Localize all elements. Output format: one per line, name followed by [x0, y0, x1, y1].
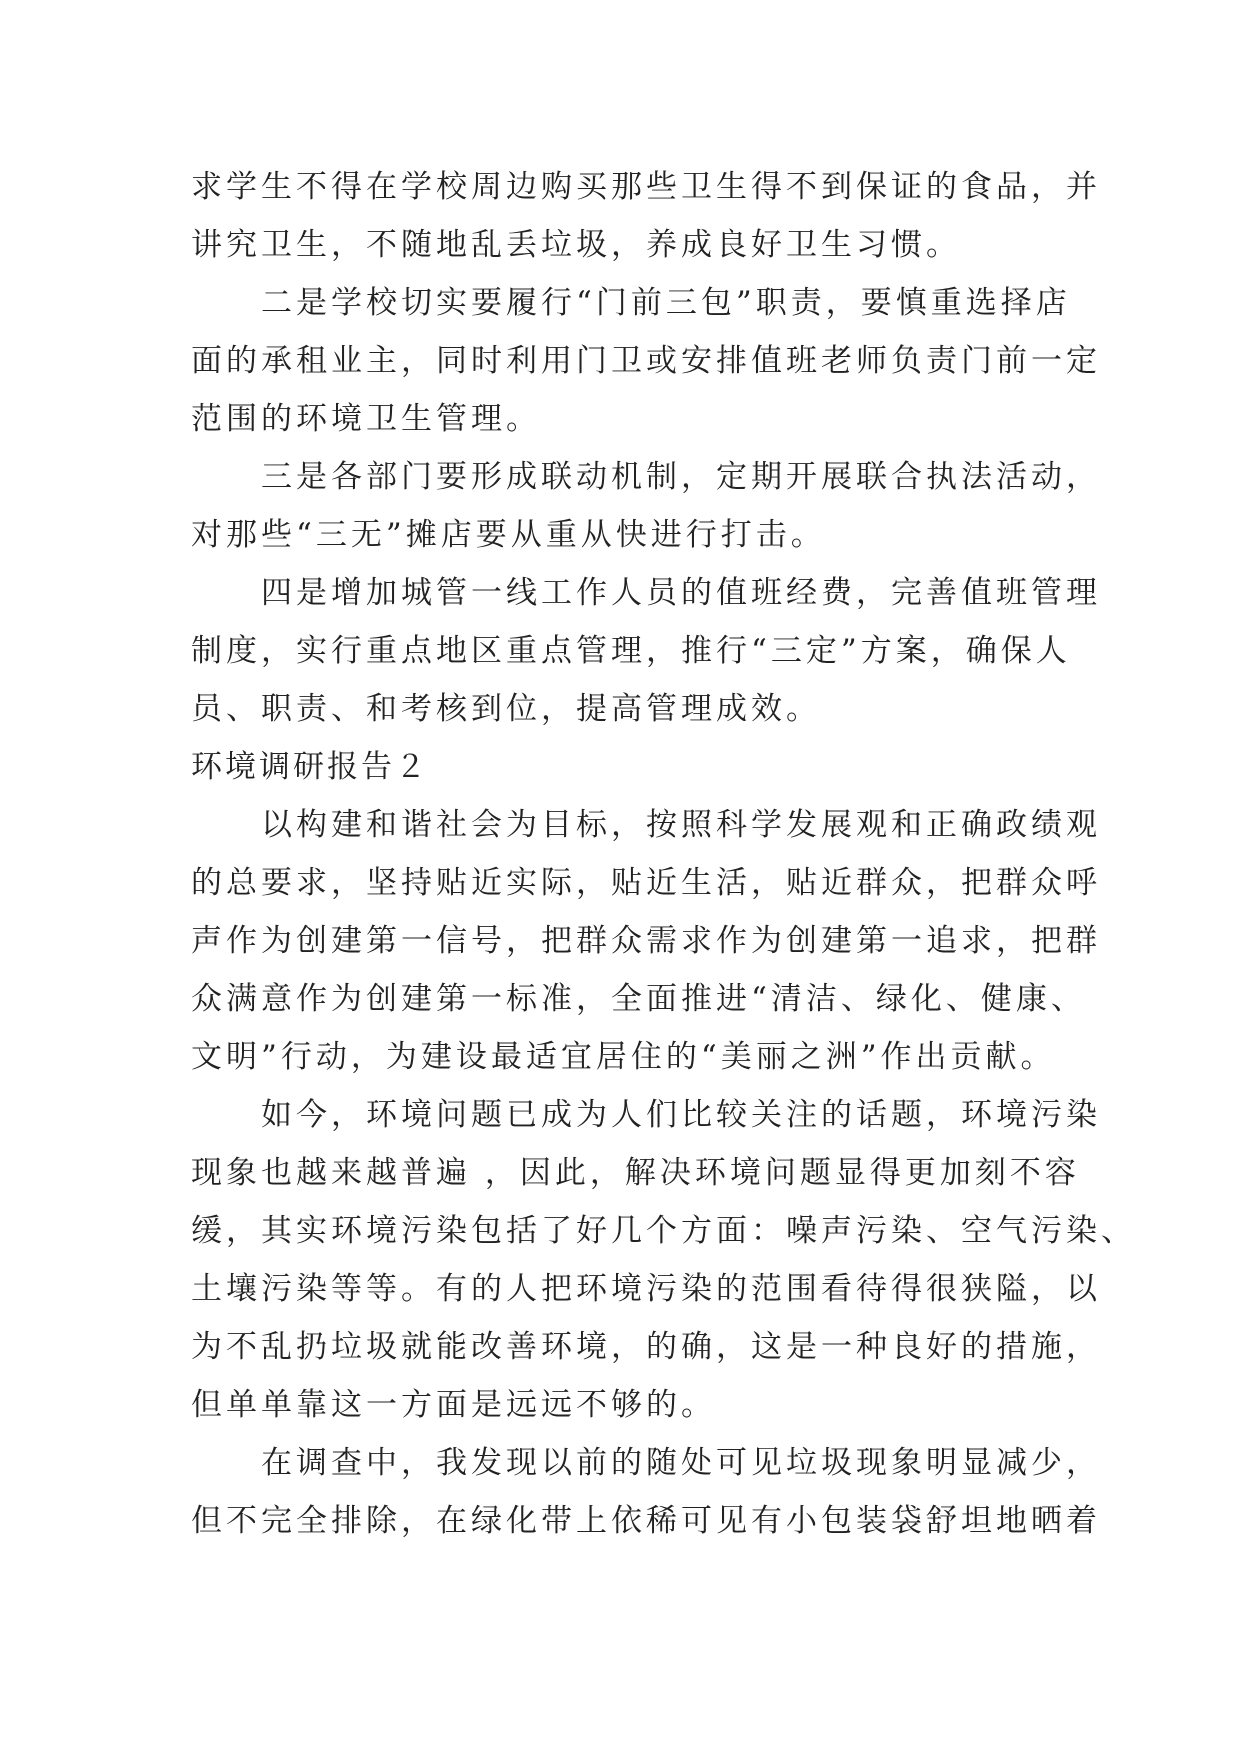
paragraph — [191, 796, 1101, 1086]
heading-text: 环境调研报告２ — [191, 749, 429, 785]
text-line: 三是各部门要形成联动机制，定期开展联合执法活动， — [261, 459, 1101, 495]
paragraph — [191, 158, 1101, 274]
text-line: 制度，实行重点地区重点管理，推行“三定”方案，确保人 — [191, 633, 1071, 669]
paragraph — [191, 274, 1101, 448]
text-line: 二是学校切实要履行“门前三包”职责，要慎重选择店 — [261, 285, 1071, 321]
text-line: 土壤污染等等。有的人把环境污染的范围看待得很狭隘，以 — [191, 1271, 1101, 1307]
text-line: 众满意作为创建第一标准，全面推进“清洁、绿化、健康、 — [191, 981, 1086, 1017]
text-line: 对那些“三无”摊店要从重从快进行打击。 — [191, 517, 826, 553]
text-line: 以构建和谐社会为目标，按照科学发展观和正确政绩观 — [261, 807, 1101, 843]
text-line: 但不完全排除，在绿化带上依稀可见有小包装袋舒坦地晒着 — [191, 1503, 1101, 1539]
text-line: 缓，其实环境污染包括了好几个方面：噪声污染、空气污染、 — [191, 1213, 1136, 1249]
document-body — [191, 158, 1136, 1550]
paragraph — [191, 564, 1101, 738]
text-line: 现象也越来越普遍 ，因此，解决环境问题显得更加刻不容 — [191, 1155, 1080, 1191]
paragraph — [191, 448, 1101, 564]
text-line: 如今，环境问题已成为人们比较关注的话题，环境污染 — [261, 1097, 1101, 1133]
text-line: 声作为创建第一信号，把群众需求作为创建第一追求，把群 — [191, 923, 1101, 959]
text-line: 为不乱扔垃圾就能改善环境，的确，这是一种良好的措施， — [191, 1329, 1101, 1365]
text-line: 四是增加城管一线工作人员的值班经费，完善值班管理 — [261, 575, 1101, 611]
text-line: 范围的环境卫生管理。 — [191, 401, 541, 437]
text-line: 员、职责、和考核到位，提高管理成效。 — [191, 691, 821, 727]
text-line: 的总要求，坚持贴近实际，贴近生活，贴近群众，把群众呼 — [191, 865, 1101, 901]
text-line: 求学生不得在学校周边购买那些卫生得不到保证的食品，并 — [191, 169, 1101, 205]
text-line: 文明”行动，为建设最适宜居住的“美丽之洲”作出贡献。 — [191, 1039, 1056, 1075]
text-line: 但单单靠这一方面是远远不够的。 — [191, 1387, 716, 1423]
section-heading — [191, 738, 1071, 796]
paragraph — [191, 1434, 1101, 1550]
text-line: 讲究卫生，不随地乱丢垃圾，养成良好卫生习惯。 — [191, 227, 961, 263]
text-line: 面的承租业主，同时利用门卫或安排值班老师负责门前一定 — [191, 343, 1101, 379]
text-line: 在调查中，我发现以前的随处可见垃圾现象明显减少， — [261, 1445, 1101, 1481]
paragraph — [191, 1086, 1136, 1434]
